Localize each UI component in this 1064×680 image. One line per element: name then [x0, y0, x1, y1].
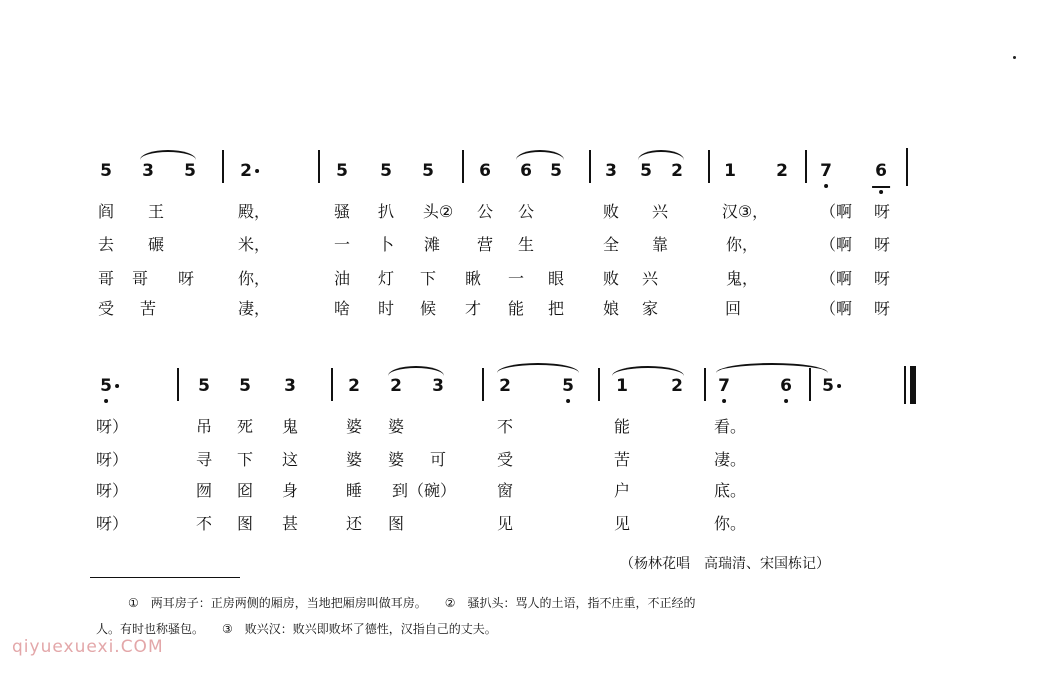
lyric: 时: [377, 299, 395, 318]
low-dot: [722, 399, 726, 403]
lyric: 阎: [97, 202, 115, 221]
barline: [177, 368, 179, 401]
lyric: 呀）: [95, 514, 129, 533]
lyric: 鬼，: [725, 269, 759, 288]
lyric: （啊: [819, 202, 853, 221]
lyric: 这: [281, 450, 299, 469]
low-dot: [879, 190, 883, 194]
lyric: 去: [97, 235, 115, 254]
lyric: 不: [496, 417, 514, 436]
hold-dot: [837, 384, 841, 388]
lyric: 败: [602, 202, 620, 221]
lyric: 败: [602, 269, 620, 288]
low-dot: [824, 184, 828, 188]
note: 5: [822, 378, 834, 395]
lyric: 眼: [547, 269, 565, 288]
page-speck: [1013, 56, 1016, 59]
slur: [516, 150, 564, 160]
lyric: 可: [429, 450, 447, 469]
slur: [638, 150, 684, 160]
lyric: 婆: [387, 417, 405, 436]
lyric: 凄，: [237, 299, 271, 318]
lyric: 营: [476, 235, 494, 254]
lyric: 候: [419, 299, 437, 318]
note: 5: [640, 161, 652, 181]
slur: [716, 363, 828, 373]
lyric: 婆: [345, 417, 363, 436]
lyric: 窗: [496, 481, 514, 500]
lyric: 图: [236, 514, 254, 533]
lyric: 凄。: [713, 450, 747, 469]
lyric: 汉③，: [721, 202, 769, 221]
lyric: 全: [602, 235, 620, 254]
lyric: 哥: [131, 269, 149, 288]
lyric: 还: [345, 514, 363, 533]
note: 7: [718, 378, 730, 395]
lyric: 甚: [281, 514, 299, 533]
lyric: 滩: [423, 235, 441, 254]
lyric: 公: [517, 202, 535, 221]
note: 3: [284, 376, 296, 396]
slur: [140, 150, 196, 160]
note: 2: [776, 161, 788, 181]
lyric: 扒: [377, 202, 395, 221]
lyric: 娘: [602, 299, 620, 318]
note: 5: [100, 161, 112, 181]
note: 2: [390, 376, 402, 396]
lyric: 你，: [237, 269, 271, 288]
lyric: 呀: [873, 235, 891, 254]
lyric: 米，: [237, 235, 271, 254]
lyric: 能: [613, 417, 631, 436]
note: 5: [198, 376, 210, 396]
lyric: 囫: [195, 481, 213, 500]
note: 6: [780, 378, 792, 395]
note: 7: [820, 163, 832, 180]
lyric: 见: [496, 514, 514, 533]
lyric: 囵: [236, 481, 254, 500]
lyric: 图: [387, 514, 405, 533]
lyric: 苦: [613, 450, 631, 469]
lyric: 受: [496, 450, 514, 469]
lyric: 骚: [333, 202, 351, 221]
barline: [222, 150, 224, 183]
note: 2: [671, 161, 683, 181]
low-dot: [104, 399, 108, 403]
lyric: 回: [724, 299, 742, 318]
low-dot: [784, 399, 788, 403]
lyric: 瞅: [464, 269, 482, 288]
lyric: 吊: [195, 417, 213, 436]
lyric: 下: [236, 450, 254, 469]
slur: [388, 366, 444, 376]
lyric: 死: [236, 417, 254, 436]
lyric: 寻: [195, 450, 213, 469]
underline: [872, 186, 890, 188]
lyric: 户: [613, 481, 631, 500]
note: 6: [479, 161, 491, 181]
lyric: （啊: [819, 235, 853, 254]
lyric: 鬼: [281, 417, 299, 436]
barline: [704, 368, 706, 401]
lyric: 底。: [713, 481, 747, 500]
lyric: 卜: [377, 235, 395, 254]
lyric: 呀）: [95, 481, 129, 500]
lyric: 油: [333, 269, 351, 288]
note: 5: [100, 378, 112, 395]
lyric: 看。: [713, 417, 747, 436]
lyric: 把: [547, 299, 565, 318]
performer-credit: （杨林花唱 高瑞清、宋国栋记）: [620, 556, 830, 572]
note: 6: [875, 163, 887, 180]
footnote-rule: [90, 577, 240, 578]
site-watermark: qiyuexuexi.COM: [12, 637, 164, 657]
lyric: 你，: [725, 235, 759, 254]
barline: [318, 150, 320, 183]
footnote-line: 人。有时也称骚包。 ③ 败兴汉：败兴即败坏了德性，汉指自己的丈夫。: [96, 622, 497, 636]
note: 2: [499, 376, 511, 396]
lyric: 婆: [387, 450, 405, 469]
barline: [462, 150, 464, 183]
low-dot: [566, 399, 570, 403]
barline: [708, 150, 710, 183]
lyric: 头②: [422, 202, 454, 221]
barline: [331, 368, 333, 401]
lyric: 你。: [713, 514, 747, 533]
footnote-line: ① 两耳房子：正房两侧的厢房，当地把厢房叫做耳房。 ② 骚扒头：骂人的土语，指不庄重，不正经的: [128, 596, 696, 610]
lyric: 灯: [377, 269, 395, 288]
lyric: 一: [333, 235, 351, 254]
lyric: 苦: [139, 299, 157, 318]
note: 3: [142, 161, 154, 181]
note: 2: [348, 376, 360, 396]
lyric: （啊: [819, 299, 853, 318]
lyric: 能: [507, 299, 525, 318]
note: 2: [240, 163, 252, 180]
lyric: 呀）: [95, 417, 129, 436]
lyric: 家: [641, 299, 659, 318]
note: 2: [671, 376, 683, 396]
lyric: 才: [464, 299, 482, 318]
note: 3: [432, 376, 444, 396]
final-barline-thick: [910, 366, 916, 404]
lyric: 呀）: [95, 450, 129, 469]
lyric: 一: [507, 269, 525, 288]
lyric: 见: [613, 514, 631, 533]
slur: [497, 363, 579, 373]
lyric: 兴: [651, 202, 669, 221]
lyric: 不: [195, 514, 213, 533]
note: 1: [724, 161, 736, 181]
lyric: 啥: [333, 299, 351, 318]
lyric: 兴: [641, 269, 659, 288]
barline: [482, 368, 484, 401]
slur: [612, 366, 684, 376]
lyric: 王: [147, 202, 165, 221]
note: 5: [380, 161, 392, 181]
lyric: 生: [517, 235, 535, 254]
note: 5: [422, 161, 434, 181]
hold-dot: [255, 169, 259, 173]
barline: [598, 368, 600, 401]
lyric: 殿，: [237, 202, 271, 221]
lyric: 公: [476, 202, 494, 221]
lyric: 下: [419, 269, 437, 288]
note: 3: [605, 161, 617, 181]
hold-dot: [115, 384, 119, 388]
lyric: 哥: [97, 269, 115, 288]
barline: [805, 150, 807, 183]
note: 6: [520, 161, 532, 181]
lyric: 呀: [873, 202, 891, 221]
note: 5: [336, 161, 348, 181]
lyric: 呀: [873, 299, 891, 318]
lyric: 到（碗）: [391, 481, 457, 500]
lyric: 碾: [147, 235, 165, 254]
lyric: 睡: [345, 481, 363, 500]
note: 1: [616, 376, 628, 396]
note: 5: [184, 161, 196, 181]
barline: [906, 148, 908, 186]
final-barline-thin: [904, 366, 906, 404]
lyric: 呀: [873, 269, 891, 288]
lyric: 呀: [177, 269, 195, 288]
lyric: 身: [281, 481, 299, 500]
barline: [589, 150, 591, 183]
lyric: （啊: [819, 269, 853, 288]
note: 5: [550, 161, 562, 181]
note: 5: [562, 378, 574, 395]
note: 5: [239, 376, 251, 396]
lyric: 婆: [345, 450, 363, 469]
lyric: 靠: [651, 235, 669, 254]
lyric: 受: [97, 299, 115, 318]
